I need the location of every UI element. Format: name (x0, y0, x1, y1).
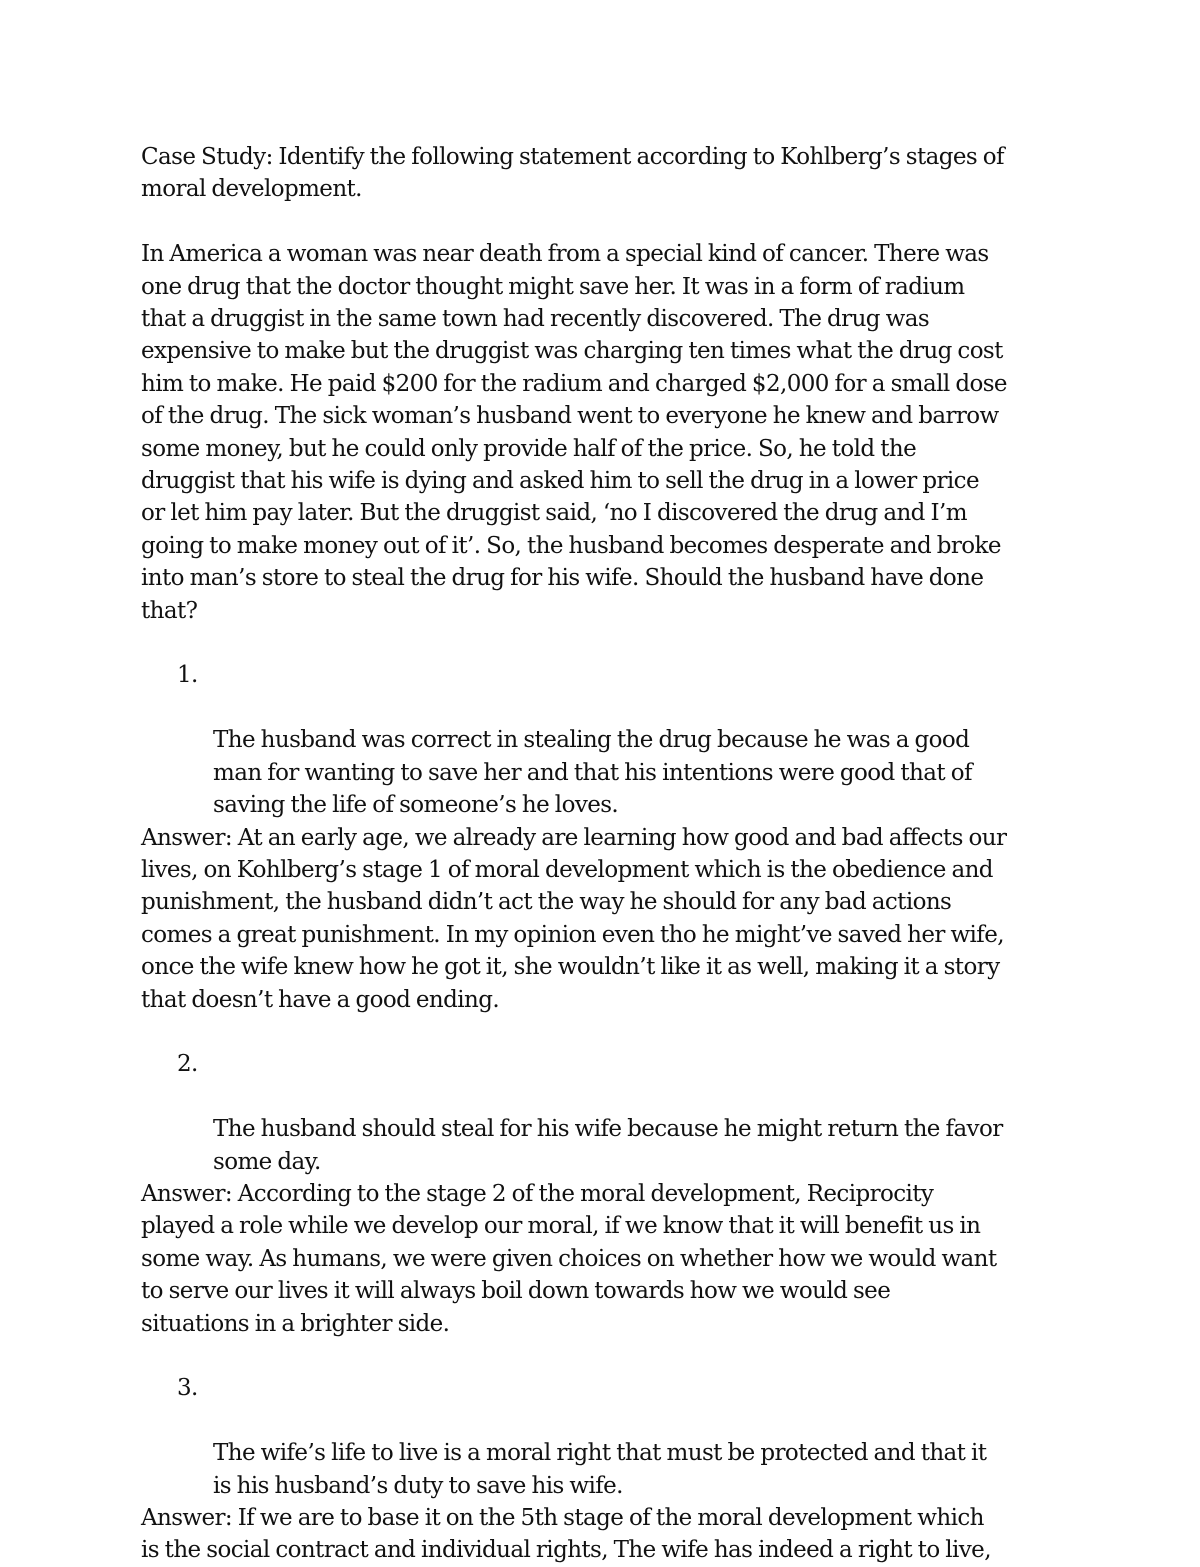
numbered-item-3 (141, 1372, 1071, 1502)
item-number: 3. (177, 1375, 198, 1402)
item-statement: The husband was correct in stealing the drug because he was a good man for wanting to save her and that his intentions were good that of saving the life of someone’s he loves. (213, 727, 972, 819)
paragraph-spacer (141, 1340, 1071, 1372)
paragraph-spacer (141, 206, 1071, 238)
item-number: 2. (177, 1051, 198, 1078)
item-number: 1. (177, 662, 198, 689)
story-paragraph: In America a woman was near death from a special kind of cancer. There was one drug that the doctor thought might save her. It was in a form of radium that a druggist in the same town had recently discovered. The drug was expensive to make but the druggist was charging ten times what the drug cost him to make. He paid $200 for the radium and charged $2,000 for a small dose of the drug. The sick woman’s husband went to everyone he knew and barrow some money, but he could only provide half of the price. So, he told the druggist that his wife is dying and asked him to sell the drug in a lower price or let him pay later. But the druggist said, ‘no I discovered the drug and I’m going to make money out of it’. So, the husband becomes desperate and broke into man’s store to steal the drug for his wife. Should the husband have done that? (141, 241, 1007, 624)
item-statement: The husband should steal for his wife because he might return the favor some day. (213, 1116, 1003, 1175)
paragraph-spacer (141, 1016, 1071, 1048)
answer-paragraph-1: Answer: At an early age, we already are learning how good and bad affects our lives, on Kohlberg’s stage 1 of moral development which is the obedience and punishment, the husband didn’t act the way he should for any bad actions comes a great punishment. In my opinion even tho he might’ve saved her wife, once the wife knew how he got it, she wouldn’t like it as well, making it a story that doesn’t have a good ending. (141, 824, 1007, 1013)
item-statement: The wife’s life to live is a moral right that must be protected and that it is his husband’s duty to save his wife. (213, 1440, 987, 1499)
answer-paragraph-3: Answer: If we are to base it on the 5th stage of the moral development which is the social contract and individual rights, The wife has indeed a right to live, (141, 1505, 991, 1564)
intro-paragraph: Case Study: Identify the following statement according to Kohlberg’s stages of moral development. (141, 144, 1004, 203)
numbered-item-2 (141, 1048, 1071, 1178)
document-page (141, 141, 1071, 1567)
paragraph-spacer (141, 627, 1071, 659)
numbered-item-1 (141, 659, 1071, 821)
answer-paragraph-2: Answer: According to the stage 2 of the moral development, Reciprocity played a role while we develop our moral, if we know that it will benefit us in some way. As humans, we were given choices on whether how we would want to serve our lives it will always boil down towards how we would see situations in a brighter side. (141, 1180, 997, 1337)
